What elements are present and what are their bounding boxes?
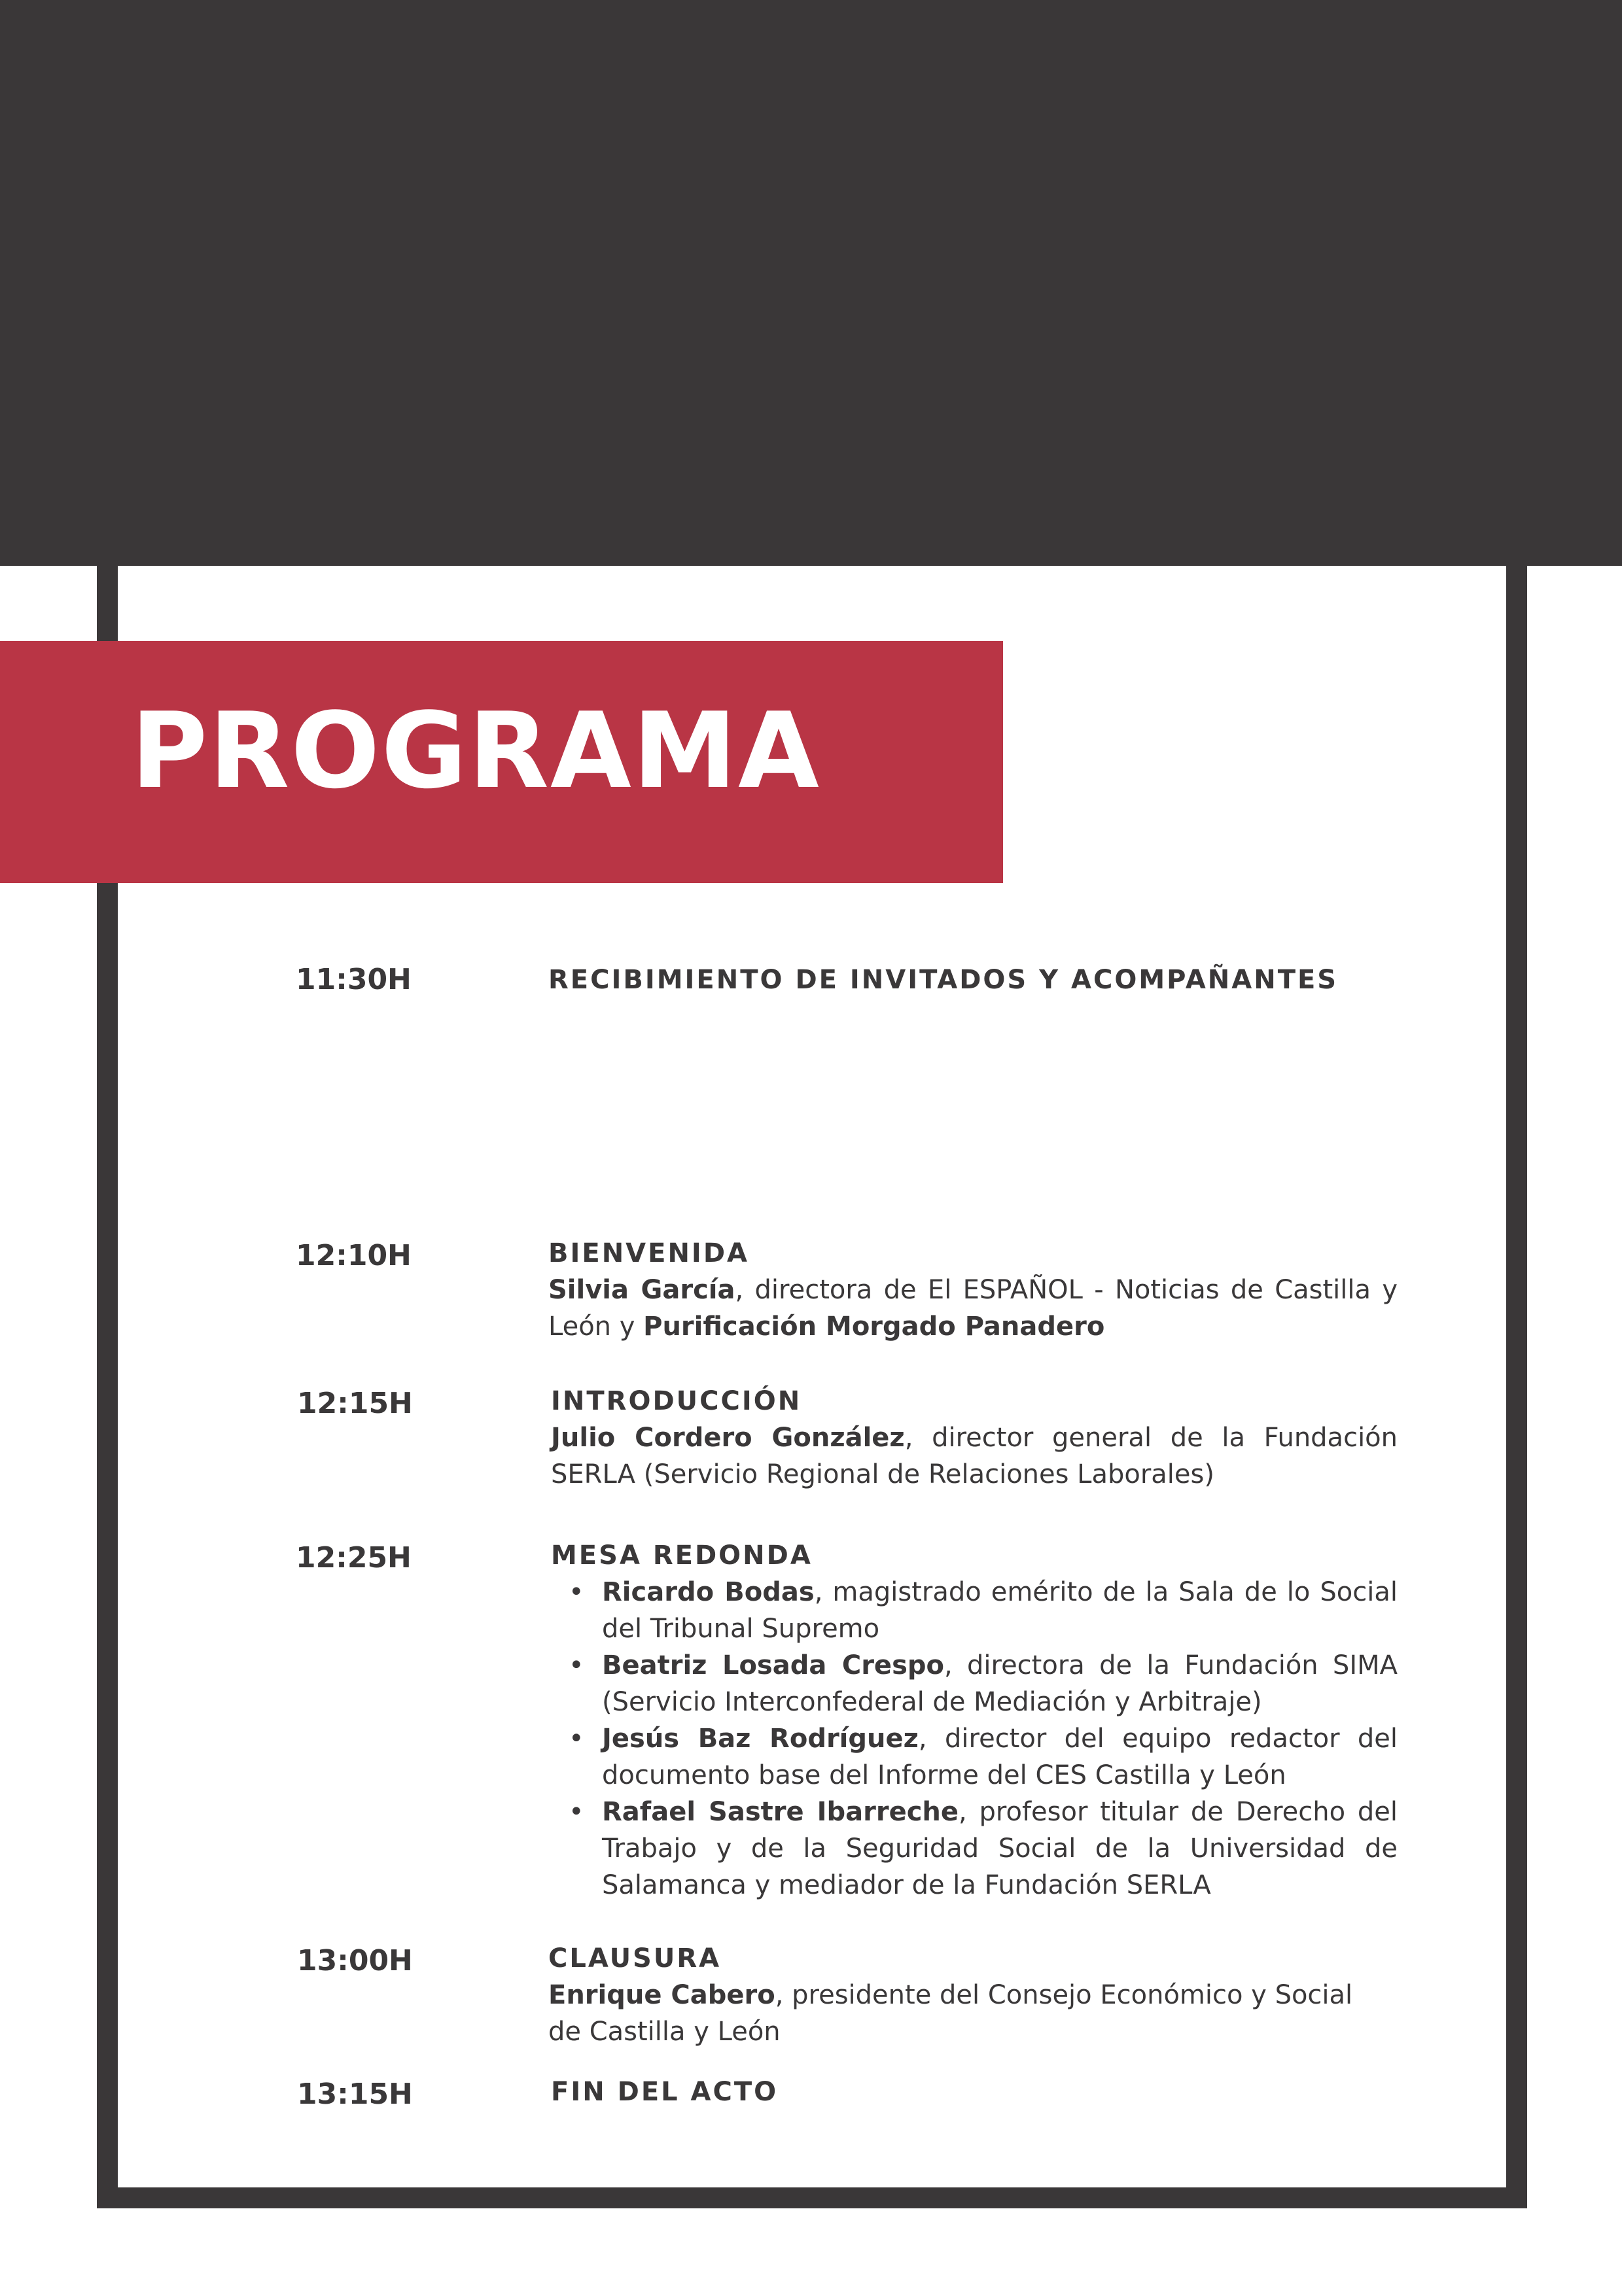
entry-time: 12:25H bbox=[296, 1541, 412, 1574]
entry-heading: FIN DEL ACTO bbox=[551, 2077, 779, 2107]
speaker-role: , directora de El ESPAÑOL - Noticias de Castilla y León y bbox=[548, 1275, 1398, 1342]
bullet-icon: • bbox=[569, 1650, 584, 1680]
page-title: PROGRAMA bbox=[131, 689, 820, 812]
entry-body bbox=[548, 962, 1398, 998]
speaker-role: , presidente del Consejo Económico y Social de Castilla y León bbox=[548, 1980, 1353, 2047]
speaker-role: , profesor titular de Derecho del Trabajo y de la Seguridad Social de la Universidad de Salamanca y mediador de la Fundación SERLA bbox=[602, 1797, 1398, 1900]
list-item bbox=[551, 1720, 1398, 1794]
entry-description bbox=[548, 1977, 1387, 2050]
speaker-name: Julio Cordero González bbox=[551, 1423, 905, 1453]
entry-time: 13:00H bbox=[297, 1944, 413, 1977]
entry-heading: BIENVENIDA bbox=[548, 1238, 749, 1268]
entry-heading: RECIBIMIENTO DE INVITADOS Y ACOMPAÑANTES bbox=[548, 965, 1339, 995]
speaker-name: Enrique Cabero bbox=[548, 1980, 775, 2010]
entry-heading: CLAUSURA bbox=[548, 1943, 722, 1974]
speaker-name: Beatriz Losada Crespo bbox=[602, 1650, 944, 1680]
bullet-icon: • bbox=[569, 1724, 584, 1754]
speaker-role: , magistrado emérito de la Sala de lo Social del Tribunal Supremo bbox=[602, 1577, 1398, 1644]
entry-time: 12:15H bbox=[297, 1387, 413, 1420]
list-item bbox=[551, 1647, 1398, 1720]
list-item bbox=[551, 1574, 1398, 1647]
entry-body bbox=[548, 1940, 1387, 2050]
entry-body bbox=[551, 1383, 1398, 1493]
speaker-name: Silvia García bbox=[548, 1275, 735, 1305]
speaker-list bbox=[551, 1574, 1398, 1904]
entry-time: 11:30H bbox=[296, 963, 412, 996]
speaker-role: , director general de la Fundación SERLA (Servicio Regional de Relaciones Laborales) bbox=[551, 1423, 1398, 1489]
entry-description bbox=[551, 1419, 1398, 1493]
entry-time: 13:15H bbox=[297, 2078, 413, 2111]
entry-body bbox=[548, 1235, 1398, 1345]
speaker-role: , directora de la Fundación SIMA (Servicio Interconfederal de Mediación y Arbitraje) bbox=[602, 1650, 1398, 1717]
entry-body bbox=[551, 1537, 1398, 1904]
bullet-icon: • bbox=[569, 1577, 584, 1607]
entry-description bbox=[548, 1272, 1398, 1345]
speaker-role: , director del equipo redactor del documento base del Informe del CES Castilla y León bbox=[602, 1724, 1398, 1790]
bullet-icon: • bbox=[569, 1797, 584, 1827]
entry-time: 12:10H bbox=[296, 1239, 412, 1272]
entry-heading: MESA REDONDA bbox=[551, 1540, 813, 1571]
speaker-name: Purificación Morgado Panadero bbox=[643, 1312, 1105, 1342]
entry-heading: INTRODUCCIÓN bbox=[551, 1386, 802, 1416]
speaker-name: Jesús Baz Rodríguez bbox=[602, 1724, 919, 1754]
list-item bbox=[551, 1794, 1398, 1904]
speaker-name: Ricardo Bodas bbox=[602, 1577, 815, 1607]
header-band bbox=[0, 0, 1622, 566]
entry-body bbox=[551, 2074, 1400, 2110]
speaker-name: Rafael Sastre Ibarreche bbox=[602, 1797, 959, 1827]
